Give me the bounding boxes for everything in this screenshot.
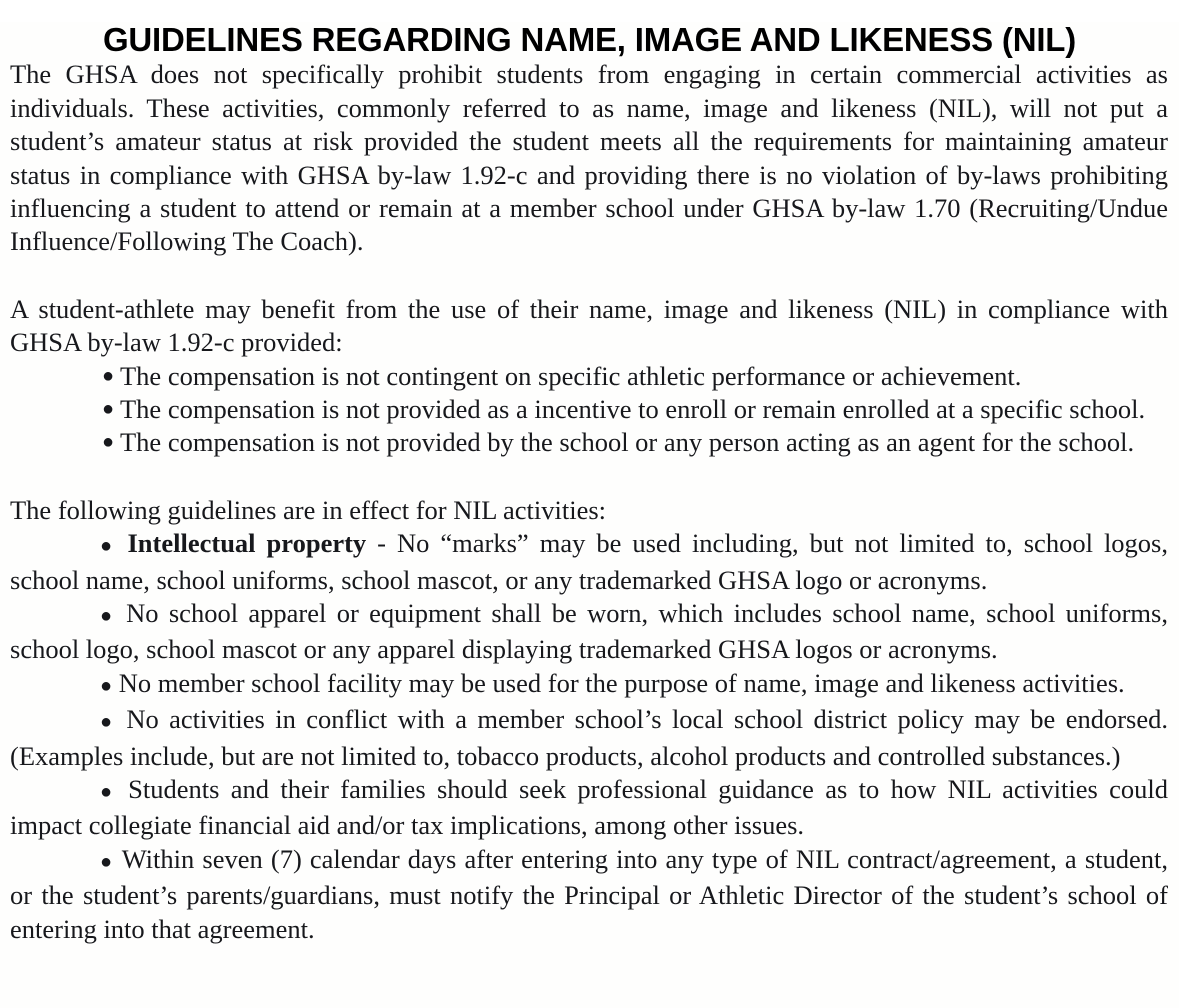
guidelines-intro: The following guidelines are in effect for NIL activities: (10, 494, 607, 525)
list-item (10, 360, 1168, 393)
document-body (0, 58, 1179, 946)
paragraph-spacer (10, 460, 1168, 494)
guideline-text: - No “marks” may be used including, but not limited to, school logos, school name, school uniforms, school mascot, or any trademarked GHSA logo or acronyms. (10, 528, 1168, 595)
guideline-text: No activities in conflict with a member school’s local school district policy may be endorsed. (Examples include, but are not limited to, tobacco products, alcohol products and controlled substances.) (10, 704, 1168, 771)
bullet-icon: ● (100, 850, 114, 873)
guideline-text: No member school facility may be used for the purpose of name, image and likeness activities. (118, 667, 1125, 698)
document-page (0, 22, 1179, 1008)
page-title: GUIDELINES REGARDING NAME, IMAGE AND LIKENESS (NIL) (102, 21, 1077, 58)
bullet-icon: ● (100, 781, 117, 804)
bullet-icon: ● (100, 604, 116, 627)
list-item-label: The compensation is not provided as a incentive to enroll or remain enrolled at a specific school. (120, 393, 1146, 424)
bullet-icon: ● (100, 674, 113, 697)
bullet-icon: ● (100, 711, 116, 734)
guideline-text: No school apparel or equipment shall be worn, which includes school name, school uniforms, school logo, school mascot or any apparel displaying trademarked GHSA logos or acronyms. (10, 597, 1168, 665)
guideline-text: Within seven (7) calendar days after entering into any type of NIL contract/agreement, a student, or the student’s parents/guardians, must notify the Principal or Athletic Director of the student’s school of entering into that agreement. (10, 843, 1168, 944)
guideline-item (10, 843, 1168, 946)
bullet-icon: ● (102, 431, 115, 454)
guideline-item (10, 597, 1168, 667)
guideline-item (10, 703, 1168, 773)
guideline-item (10, 667, 1168, 703)
guideline-text: Students and their families should seek professional guidance as to how NIL activities could impact collegiate financial aid and/or tax implications, among other issues. (10, 774, 1168, 841)
paragraph-spacer (10, 259, 1168, 293)
compliance-bullet-list (10, 360, 1168, 460)
list-item-label: The compensation is not provided by the school or any person acting as an agent for the school. (120, 427, 1135, 458)
guideline-item (10, 773, 1168, 843)
intro-paragraph: The GHSA does not specifically prohibit students from engaging in certain commercial activities as individuals. These activities, commonly referred to as name, image and likeness (NIL), will not put a student’s amateur status at risk provided the student meets all the requirements for maintaining amateur status in compliance with GHSA by-law 1.92-c and providing there is no violation of by-laws prohibiting influencing a student to attend or remain at a member school under GHSA by-law 1.70 (Recruiting/Undue Influence/Following The Coach). (10, 59, 1168, 257)
guideline-lead-label: Intellectual property (127, 528, 367, 559)
bullet-icon: ● (100, 535, 117, 558)
benefit-paragraph: A student-athlete may benefit from the use of their name, image and likeness (NIL) in compliance with GHSA by-law 1.92-c provided: (10, 293, 1168, 358)
bullet-icon: ● (102, 364, 115, 387)
bullet-icon: ● (102, 397, 115, 420)
guideline-item (10, 527, 1168, 597)
list-item (10, 393, 1168, 426)
list-item-label: The compensation is not contingent on specific athletic performance or achievement. (120, 360, 1022, 391)
list-item (10, 426, 1168, 459)
